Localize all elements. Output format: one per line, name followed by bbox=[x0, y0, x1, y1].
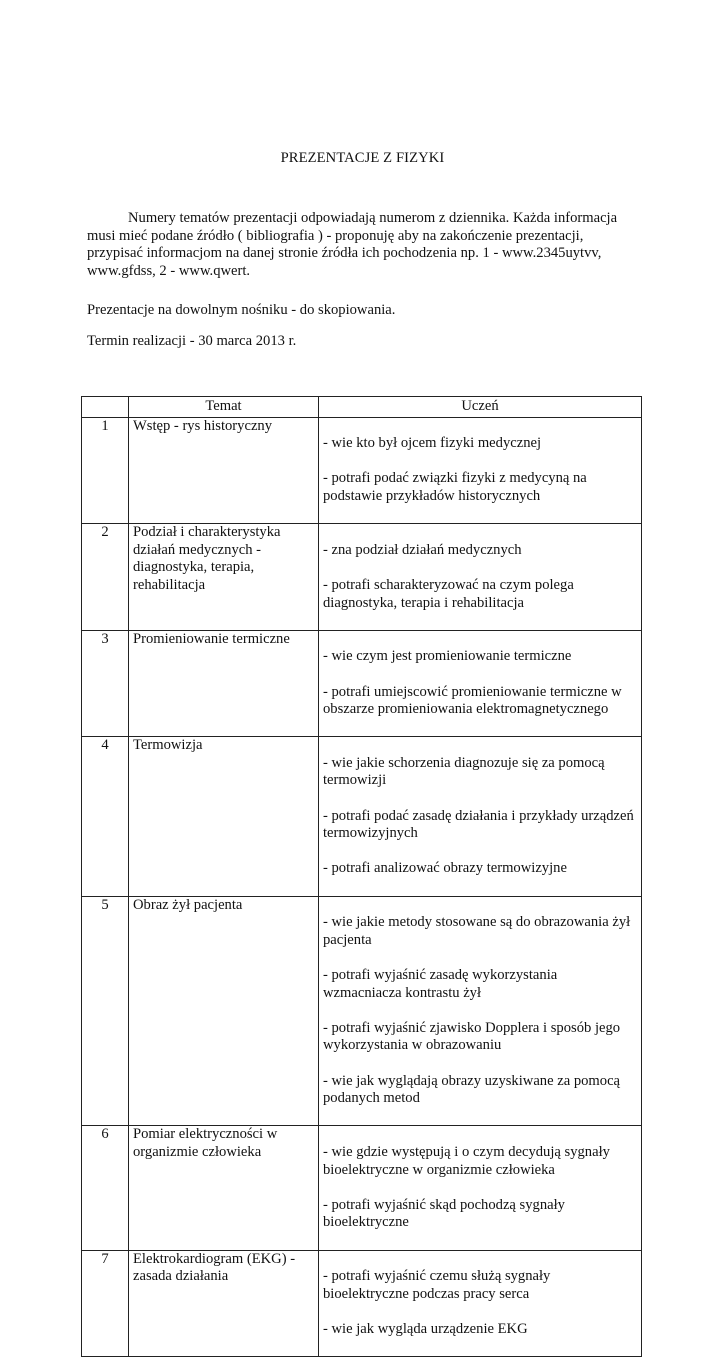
header-student: Uczeń bbox=[319, 397, 642, 418]
outcome-item: - potrafi wyjaśnić zasadę wykorzystania wzmacniacza kontrastu żył bbox=[323, 967, 558, 1001]
outcome-item: - zna podział działań medycznych bbox=[323, 541, 522, 558]
row-topic: Termowizja bbox=[129, 737, 319, 896]
intro-paragraph bbox=[87, 210, 647, 280]
row-number: 4 bbox=[82, 737, 129, 896]
row-number: 1 bbox=[82, 417, 129, 524]
row-number: 6 bbox=[82, 1126, 129, 1250]
outcome-item: - wie gdzie występują i o czym decydują sygnały bioelektryczne w organizmie człowieka bbox=[323, 1143, 610, 1178]
outcome-item: - potrafi analizować obrazy termowizyjne bbox=[323, 860, 567, 877]
row-topic: Obraz żył pacjenta bbox=[129, 896, 319, 1126]
row-topic: Wstęp - rys historyczny bbox=[129, 417, 319, 524]
row-topic: Pomiar elektryczności w organizmie człowieka bbox=[129, 1126, 319, 1250]
intro-line: przypisać informacjom na danej stronie źródła ich pochodzenia np. 1 - www.2345uytvv, bbox=[87, 245, 602, 262]
document-title: PREZENTACJE Z FIZYKI bbox=[280, 150, 445, 166]
table-header-row bbox=[82, 397, 642, 418]
row-student-outcomes bbox=[319, 524, 642, 631]
row-number: 2 bbox=[82, 524, 129, 631]
row-student-outcomes bbox=[319, 737, 642, 896]
table-row bbox=[82, 737, 642, 896]
outcome-item: - potrafi wyjaśnić skąd pochodzą sygnały bioelektryczne bbox=[323, 1196, 565, 1231]
medium-note: Prezentacje na dowolnym nośniku - do skopiowania. bbox=[87, 302, 396, 318]
header-number bbox=[82, 397, 129, 418]
row-student-outcomes bbox=[319, 896, 642, 1126]
row-number: 7 bbox=[82, 1250, 129, 1357]
intro-line: www.gfdss, 2 - www.qwert. bbox=[87, 262, 251, 279]
table-row bbox=[82, 1250, 642, 1357]
row-student-outcomes bbox=[319, 1126, 642, 1250]
row-student-outcomes bbox=[319, 417, 642, 524]
outcome-item: - potrafi podać zasadę działania i przykłady urządzeń termowizyjnych bbox=[323, 807, 634, 842]
outcome-item: - wie kto był ojcem fizyki medycznej bbox=[323, 435, 542, 452]
outcome-item: - potrafi scharakteryzować na czym polega diagnostyka, terapia i rehabilitacja bbox=[323, 576, 574, 611]
row-topic: Promieniowanie termiczne bbox=[129, 630, 319, 737]
outcome-item: - wie jak wyglądają obrazy uzyskiwane za pomocą podanych metod bbox=[323, 1072, 621, 1107]
outcome-item: - wie jakie metody stosowane są do obrazowania żył pacjenta bbox=[323, 914, 631, 948]
row-number: 3 bbox=[82, 630, 129, 737]
outcome-item: - potrafi podać związki fizyki z medycyną na podstawie przykładów historycznych bbox=[323, 470, 587, 504]
header-topic: Temat bbox=[129, 397, 319, 418]
topics-table bbox=[81, 396, 642, 1357]
row-student-outcomes bbox=[319, 1250, 642, 1357]
outcome-item: - wie jak wygląda urządzenie EKG bbox=[323, 1320, 528, 1337]
table-row bbox=[82, 524, 642, 631]
row-topic: Podział i charakterystyka działań medycznych - diagnostyka, terapia, rehabilitacja bbox=[129, 524, 319, 631]
outcome-item: - potrafi wyjaśnić zjawisko Dopplera i sposób jego wykorzystania w obrazowaniu bbox=[323, 1019, 621, 1054]
table-row bbox=[82, 896, 642, 1126]
row-topic: Elektrokardiogram (EKG) - zasada działania bbox=[129, 1250, 319, 1357]
intro-line: Numery tematów prezentacji odpowiadają numerom z dziennika. Każda informacja bbox=[128, 210, 618, 226]
outcome-item: - potrafi umiejscowić promieniowanie termiczne w obszarze promieniowania elektromagnetycznego bbox=[323, 683, 622, 718]
table-row bbox=[82, 417, 642, 524]
outcome-item: - wie czym jest promieniowanie termiczne bbox=[323, 648, 572, 665]
row-student-outcomes bbox=[319, 630, 642, 737]
deadline-note: Termin realizacji - 30 marca 2013 r. bbox=[87, 333, 297, 349]
intro-line: musi mieć podane źródło ( bibliografia ) - proponuję aby na zakończenie prezentacji, bbox=[87, 227, 584, 244]
table-row bbox=[82, 1126, 642, 1250]
table-row bbox=[82, 630, 642, 737]
outcome-item: - potrafi wyjaśnić czemu służą sygnały bioelektryczne podczas pracy serca bbox=[323, 1268, 551, 1302]
outcome-item: - wie jakie schorzenia diagnozuje się za pomocą termowizji bbox=[323, 754, 605, 789]
row-number: 5 bbox=[82, 896, 129, 1126]
